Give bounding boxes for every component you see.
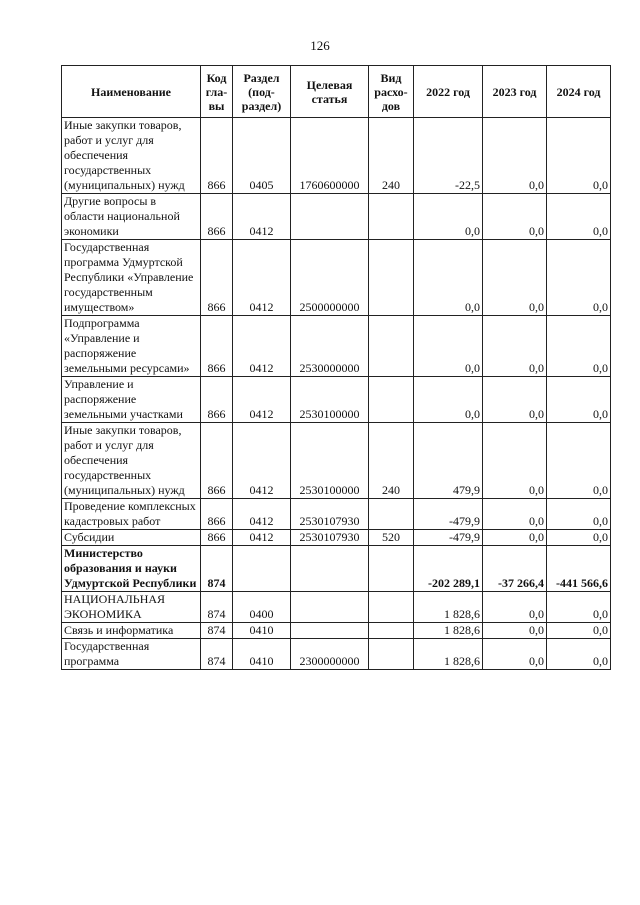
row-kind: 520 [369,530,414,546]
row-2024: 0,0 [547,623,611,639]
row-2023: -37 266,4 [483,546,547,592]
row-2022: -479,9 [414,499,483,530]
row-2024: 0,0 [547,240,611,316]
table-row [62,194,611,240]
row-code: 866 [201,499,233,530]
row-name: Государственная программа [62,639,201,670]
row-name: Иные закупки товаров, работ и услуг для обеспечения государственных (муниципальных) нужд [62,423,201,499]
row-section [233,546,291,592]
row-article: 2300000000 [291,639,369,670]
header-year-2024: 2024 год [547,66,611,118]
row-section: 0410 [233,623,291,639]
table-row [62,499,611,530]
row-section: 0412 [233,194,291,240]
row-2022: 0,0 [414,194,483,240]
row-kind [369,194,414,240]
row-2022: 0,0 [414,316,483,377]
header-year-2023: 2023 год [483,66,547,118]
row-kind [369,592,414,623]
row-2022: -479,9 [414,530,483,546]
row-2022: 0,0 [414,377,483,423]
row-code: 866 [201,118,233,194]
row-article: 2530107930 [291,499,369,530]
header-name: Наименование [62,66,201,118]
row-2023: 0,0 [483,423,547,499]
row-2023: 0,0 [483,118,547,194]
row-name: Субсидии [62,530,201,546]
row-2022: 1 828,6 [414,639,483,670]
row-2022: 1 828,6 [414,592,483,623]
row-section: 0405 [233,118,291,194]
row-2024: 0,0 [547,592,611,623]
row-code: 866 [201,194,233,240]
row-kind [369,377,414,423]
row-code: 874 [201,639,233,670]
table-row [62,118,611,194]
row-2024: -441 566,6 [547,546,611,592]
row-article: 2530107930 [291,530,369,546]
header-section: Раздел (под-раздел) [233,66,291,118]
row-article: 2530000000 [291,316,369,377]
row-name: Подпрограмма «Управление и распоряжение земельными ресурсами» [62,316,201,377]
row-code: 866 [201,240,233,316]
header-row [62,66,611,118]
row-name: Другие вопросы в области национальной экономики [62,194,201,240]
table-row [62,623,611,639]
table-row [62,377,611,423]
row-2024: 0,0 [547,118,611,194]
row-article: 2500000000 [291,240,369,316]
row-article [291,592,369,623]
row-name: НАЦИОНАЛЬНАЯ ЭКОНОМИКА [62,592,201,623]
row-2023: 0,0 [483,240,547,316]
header-code: Код гла-вы [201,66,233,118]
row-kind [369,639,414,670]
row-2023: 0,0 [483,592,547,623]
row-kind [369,499,414,530]
row-kind [369,316,414,377]
table-row [62,423,611,499]
row-2023: 0,0 [483,194,547,240]
row-2022: 0,0 [414,240,483,316]
row-2023: 0,0 [483,377,547,423]
row-name: Связь и информатика [62,623,201,639]
table-row [62,546,611,592]
row-section: 0412 [233,499,291,530]
row-2023: 0,0 [483,623,547,639]
budget-table [61,65,611,670]
row-article [291,623,369,639]
header-article: Целевая статья [291,66,369,118]
row-code: 874 [201,592,233,623]
row-2022: 479,9 [414,423,483,499]
row-section: 0400 [233,592,291,623]
row-article [291,546,369,592]
row-2023: 0,0 [483,499,547,530]
page-number: 126 [310,38,330,53]
row-article: 2530100000 [291,377,369,423]
row-kind [369,623,414,639]
row-article: 2530100000 [291,423,369,499]
header-kind: Вид расхо-дов [369,66,414,118]
row-kind [369,546,414,592]
header-year-2022: 2022 год [414,66,483,118]
row-section: 0412 [233,377,291,423]
row-2022: 1 828,6 [414,623,483,639]
row-2024: 0,0 [547,194,611,240]
row-2022: -202 289,1 [414,546,483,592]
row-kind [369,240,414,316]
row-2022: -22,5 [414,118,483,194]
row-kind: 240 [369,423,414,499]
row-name: Управление и распоряжение земельными участками [62,377,201,423]
row-section: 0412 [233,240,291,316]
row-code: 874 [201,546,233,592]
table-row [62,316,611,377]
row-name: Проведение комплексных кадастровых работ [62,499,201,530]
row-2023: 0,0 [483,639,547,670]
row-kind: 240 [369,118,414,194]
row-code: 874 [201,623,233,639]
row-2024: 0,0 [547,499,611,530]
row-2023: 0,0 [483,530,547,546]
row-2024: 0,0 [547,316,611,377]
table-row [62,240,611,316]
row-2023: 0,0 [483,316,547,377]
row-code: 866 [201,423,233,499]
row-article: 1760600000 [291,118,369,194]
table-row [62,530,611,546]
row-section: 0412 [233,530,291,546]
row-article [291,194,369,240]
row-code: 866 [201,316,233,377]
row-2024: 0,0 [547,530,611,546]
row-code: 866 [201,377,233,423]
row-code: 866 [201,530,233,546]
row-name: Иные закупки товаров, работ и услуг для обеспечения государственных (муниципальных) нужд [62,118,201,194]
table-row [62,592,611,623]
row-name: Министерство образования и науки Удмуртской Республики [62,546,201,592]
row-section: 0410 [233,639,291,670]
row-name: Государственная программа Удмуртской Республики «Управление государственным имуществом» [62,240,201,316]
row-2024: 0,0 [547,639,611,670]
row-section: 0412 [233,316,291,377]
row-section: 0412 [233,423,291,499]
row-2024: 0,0 [547,423,611,499]
row-2024: 0,0 [547,377,611,423]
table-row [62,639,611,670]
